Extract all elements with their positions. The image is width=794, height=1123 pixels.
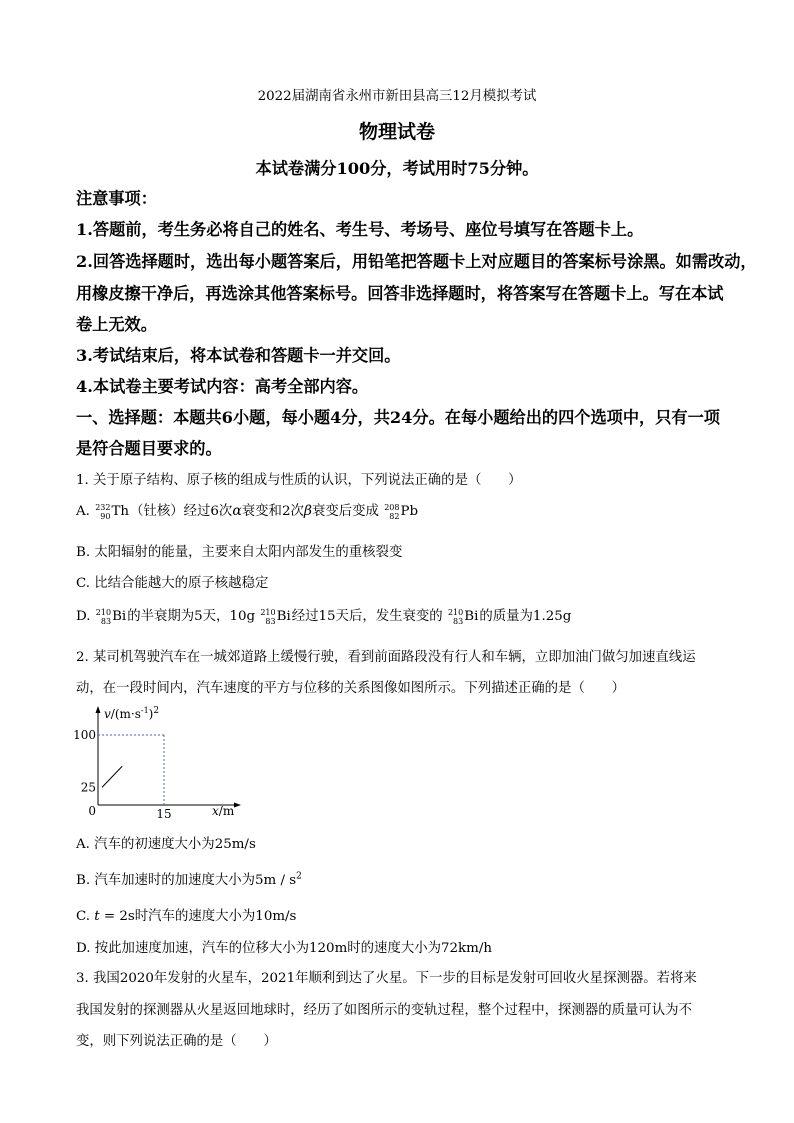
q1-option-b: B. 太阳辐射的能量，主要来自太阳内部发生的重核裂变 (76, 545, 403, 560)
data-line (102, 766, 122, 787)
note-item: 3.考试结束后，将本试卷和答题卡一并交回。 (76, 346, 401, 365)
v2-x-graph (73, 702, 246, 824)
isotope-bi (96, 608, 126, 626)
q2-option-a: A. 汽车的初速度大小为25m/s (76, 837, 256, 852)
atomic-number: 83 (453, 616, 464, 626)
exam-subtitle: 本试卷满分100分，考试用时75分钟。 (255, 159, 539, 178)
isotope-bi (448, 608, 478, 626)
element-symbol: Bi (112, 609, 127, 624)
atomic-number: 83 (265, 616, 276, 626)
q2-option-b: B. 汽车加速时的加速度大小为$5m / s^2$ (76, 871, 302, 888)
origin-label: 0 (88, 804, 96, 818)
y-tick-label: 100 (73, 728, 96, 742)
exam-source: 2022届湖南省永州市新田县高三12月模拟考试 (257, 89, 537, 104)
mass-number: 210 (260, 607, 276, 617)
note-item: 4.本试卷主要考试内容：高考全部内容。 (76, 377, 369, 396)
q2-stem-cont: 动，在一段时间内，汽车速度的平方与位移的关系图像如图所示。下列描述正确的是（ ） (76, 681, 626, 696)
q2-option-d: D. 按此加速度加速，汽车的位移大小为120m时的速度大小为72km/h (76, 941, 492, 956)
element-symbol: Bi (464, 609, 479, 624)
note-item: 1.答题前，考生务必将自己的姓名、考生号、考场号、座位号填写在答题卡上。 (76, 220, 644, 239)
option-text: 衰变和2次 (241, 504, 304, 519)
option-text: 衰变后变成 (311, 504, 379, 519)
note-item: 2.回答选择题时，选出每小题答案后，用铅笔把答题卡上对应题目的答案标号涂黑。如需改动， (76, 252, 757, 271)
alpha-symbol: α (232, 503, 242, 519)
element-symbol: Pb (400, 504, 419, 519)
y-axis-label: $v/(m\cdot s^{-1})^2$ (104, 706, 160, 721)
isotope-bi (260, 608, 290, 626)
x-axis-arrow (234, 803, 241, 808)
element-symbol: Th (111, 504, 130, 519)
element-symbol: Bi (276, 609, 291, 624)
notes-heading: 注意事项： (76, 189, 157, 208)
atomic-number: 83 (100, 616, 112, 626)
y-axis-arrow (96, 706, 101, 713)
mass-number: 210 (95, 607, 112, 617)
q2-stem: 2. 某司机驾驶汽车在一城郊道路上缓慢行驶，看到前面路段没有行人和车辆，立即加油门做匀加速直线运 (76, 650, 696, 665)
section-heading-cont: 是符合题目要求的。 (76, 439, 222, 458)
y-tick-label: 25 (80, 780, 96, 795)
atomic-number: 82 (389, 511, 400, 521)
atomic-number: 90 (100, 511, 111, 521)
option-text: （钍核）经过6次 (130, 504, 233, 519)
mass-number: 210 (447, 607, 464, 617)
note-item: 卷上无效。 (76, 315, 157, 334)
isotope-th (95, 503, 129, 521)
option-text: 经过15天后，发生衰变的 (291, 609, 443, 624)
q1-option-d (76, 605, 720, 626)
q1-option-a (76, 500, 720, 521)
option-label: A. (76, 504, 90, 519)
x-tick-label: 15 (156, 807, 172, 821)
option-text: 的质量为1.25g (479, 609, 572, 624)
mass-number: 208 (384, 502, 400, 512)
q1-option-c: C. 比结合能越大的原子核越稳定 (76, 576, 269, 591)
q1-stem: 1. 关于原子结构、原子核的组成与性质的认识，下列说法正确的是（ ） (76, 473, 522, 488)
q3-stem-cont: 变，则下列说法正确的是（ ） (76, 1034, 277, 1049)
mass-number: 232 (95, 502, 111, 512)
section-heading: 一、选择题：本题共6小题，每小题4分，共24分。在每小题给出的四个选项中，只有一项 (76, 408, 720, 427)
page-title: 物理试卷 (358, 121, 435, 143)
x-axis-label: x/m (212, 804, 235, 818)
q2-option-c: C. t = 2s时汽车的速度大小为10m/s (76, 909, 297, 924)
option-text: 的半衰期为5天，10g (127, 609, 256, 624)
q3-stem-cont: 我国发射的探测器从火星返回地球时，经历了如图所示的变轨过程，整个过程中，探测器的质量可认为不 (76, 1003, 692, 1018)
q3-stem: 3. 我国2020年发射的火星车，2021年顺利到达了火星。下一步的目标是发射可回收火星探测器。若将来 (76, 971, 697, 986)
note-item: 用橡皮擦干净后，再选涂其他答案标号。回答非选择题时，将答案写在答题卡上。写在本试 (76, 284, 724, 303)
option-label: D. (76, 609, 91, 624)
isotope-pb (384, 503, 418, 521)
beta-symbol: β (303, 503, 312, 519)
